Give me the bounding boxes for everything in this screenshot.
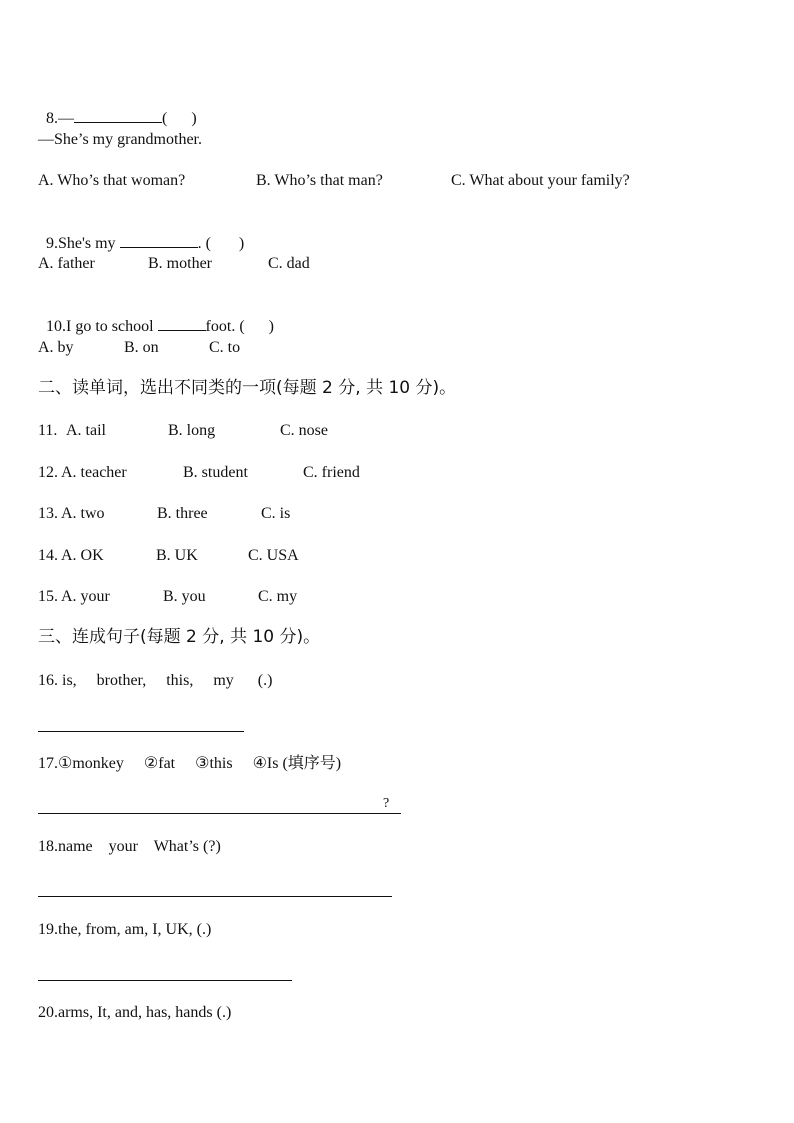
- option-8-b[interactable]: B. Who’s that man?: [256, 172, 383, 189]
- option-14-c[interactable]: C. USA: [248, 547, 299, 564]
- answer-line-19[interactable]: [38, 980, 292, 981]
- option-10-a[interactable]: A. by: [38, 339, 74, 356]
- answer-line-18[interactable]: [38, 896, 392, 897]
- question-15-number: 15.: [38, 588, 58, 605]
- question-10: [38, 296, 274, 337]
- question-13-number: 13.: [38, 505, 58, 522]
- question-10-suffix: foot. ( ): [205, 318, 274, 335]
- option-14-b[interactable]: B. UK: [156, 547, 198, 564]
- question-8-reply: —She’s my grandmother.: [38, 131, 202, 148]
- question-9: [38, 213, 244, 254]
- option-13-c[interactable]: C. is: [261, 505, 291, 522]
- question-8-dash: —: [58, 110, 74, 127]
- question-14-number: 14.: [38, 547, 58, 564]
- question-17: 17.①monkey ②fat ③this ④Is (填序号): [38, 755, 342, 772]
- answer-17-question-mark: ?: [383, 796, 390, 811]
- answer-paren-8: ( ): [162, 110, 197, 127]
- section-2-title: 二、读单词，选出不同类的一项(每题 2 分, 共 10 分)。: [38, 378, 457, 398]
- option-13-a[interactable]: A. two: [61, 505, 105, 522]
- section-3-title: 三、连成句子(每题 2 分, 共 10 分)。: [38, 627, 321, 647]
- answer-line-16[interactable]: [38, 731, 244, 732]
- option-11-b[interactable]: B. long: [168, 422, 216, 439]
- answer-blank-9[interactable]: [120, 233, 198, 248]
- option-9-b[interactable]: B. mother: [148, 255, 212, 272]
- option-11-c[interactable]: C. nose: [280, 422, 328, 439]
- option-9-a[interactable]: A. father: [38, 255, 95, 272]
- option-10-c[interactable]: C. to: [209, 339, 241, 356]
- option-12-c[interactable]: C. friend: [303, 464, 360, 481]
- answer-blank-8[interactable]: [74, 108, 162, 123]
- question-18: 18.name your What’s (?): [38, 838, 221, 855]
- question-8-number: 8.: [46, 110, 58, 127]
- option-10-b[interactable]: B. on: [124, 339, 159, 356]
- question-9-suffix: . ( ): [197, 235, 245, 252]
- option-9-c[interactable]: C. dad: [268, 255, 310, 272]
- question-11-number: 11.: [38, 422, 62, 439]
- answer-line-17[interactable]: [38, 813, 401, 814]
- question-16: 16. is, brother, this, my (.): [38, 672, 273, 689]
- option-8-c[interactable]: C. What about your family?: [451, 172, 630, 189]
- option-15-a[interactable]: A. your: [61, 588, 110, 605]
- question-10-prefix: 10.I go to school: [46, 318, 154, 335]
- option-14-a[interactable]: A. OK: [61, 547, 104, 564]
- question-19: 19.the, from, am, I, UK, (.): [38, 921, 212, 938]
- question-12-number: 12.: [38, 464, 58, 481]
- option-11-a[interactable]: A. tail: [66, 422, 106, 439]
- option-12-a[interactable]: A. teacher: [61, 464, 127, 481]
- question-9-prefix: 9.She's my: [46, 235, 116, 252]
- question-20: 20.arms, It, and, has, hands (.): [38, 1004, 232, 1021]
- option-12-b[interactable]: B. student: [183, 464, 248, 481]
- question-8: [38, 88, 197, 129]
- option-15-c[interactable]: C. my: [258, 588, 298, 605]
- option-13-b[interactable]: B. three: [157, 505, 208, 522]
- answer-blank-10[interactable]: [158, 316, 206, 331]
- option-8-a[interactable]: A. Who’s that woman?: [38, 172, 186, 189]
- option-15-b[interactable]: B. you: [163, 588, 206, 605]
